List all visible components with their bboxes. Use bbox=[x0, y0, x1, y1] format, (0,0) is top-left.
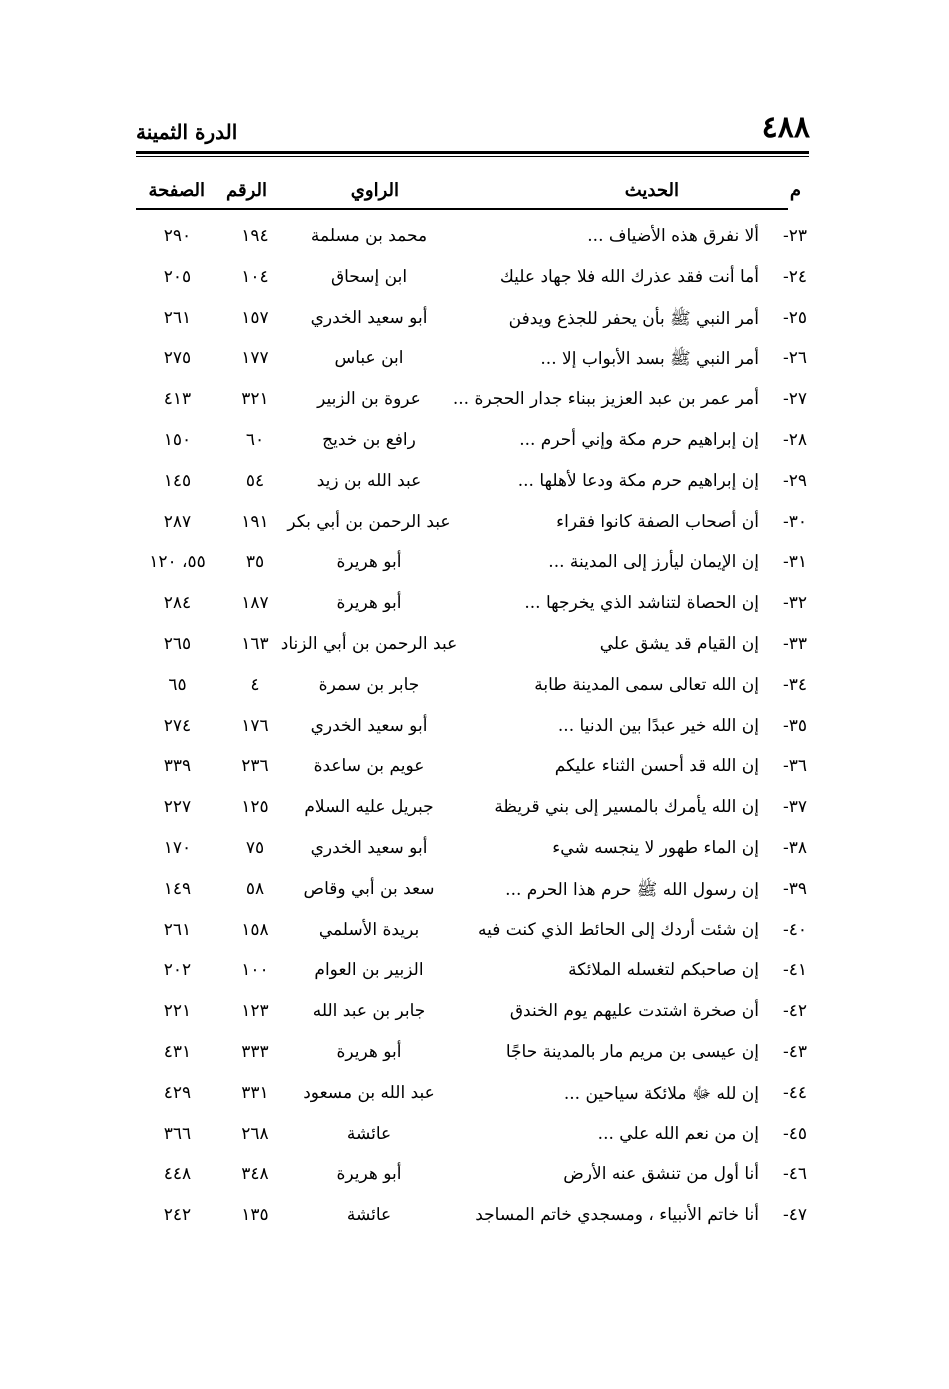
hadith-text: إن الإيمان ليأرز إلى المدينة ... bbox=[548, 552, 759, 573]
narrator-name: أبو سعيد الخدري bbox=[310, 715, 428, 736]
hadith-index: ١٩١ bbox=[241, 511, 269, 532]
page-reference: ١٧٠ bbox=[163, 837, 192, 858]
row-number: ٣٤- bbox=[782, 674, 807, 695]
row-number: ٢٣- bbox=[782, 226, 807, 246]
page-reference: ١٥٠ bbox=[163, 429, 192, 450]
page-reference: ٤٤٨ bbox=[163, 1164, 192, 1185]
table-row bbox=[136, 791, 809, 832]
hadith-text: إن الحصاة لتناشد الذي يخرجها ... bbox=[524, 593, 759, 614]
page-reference: ١٤٥ bbox=[163, 470, 192, 491]
hadith-text: أمر النبي ﷺ بأن يحفر للجذع ويدفن bbox=[508, 308, 759, 329]
row-number: ٣٧- bbox=[782, 797, 807, 818]
narrator-name: سعد بن أبي وقاص bbox=[303, 878, 435, 899]
hadith-index: ٣٤٨ bbox=[241, 1164, 269, 1185]
table-row bbox=[136, 546, 809, 587]
table-row bbox=[136, 342, 809, 383]
hadith-text: إن رسول الله ﷺ حرم هذا الحرم ... bbox=[505, 879, 759, 900]
table-row bbox=[136, 1036, 809, 1077]
hadith-index: ١٢٥ bbox=[241, 797, 269, 818]
page-number: ٤٨٨ bbox=[761, 110, 810, 145]
hadith-text: أما أنت فقد عذرك الله فلا جهاد عليك bbox=[499, 266, 759, 287]
row-number: ٤٠- bbox=[782, 919, 807, 940]
hadith-index: ١٩٤ bbox=[241, 226, 269, 246]
row-number: ٢٥- bbox=[782, 307, 807, 328]
table-row bbox=[136, 914, 809, 955]
narrator-name: أبو هريرة bbox=[336, 1164, 402, 1185]
table-row bbox=[136, 302, 809, 343]
table-header bbox=[136, 180, 809, 210]
row-number: ٤٤- bbox=[782, 1082, 807, 1103]
hadith-index: ٣٣١ bbox=[241, 1082, 269, 1103]
table-row bbox=[136, 995, 809, 1036]
narrator-name: جابر بن عبد الله bbox=[312, 1001, 426, 1022]
hadith-index: ٢٣٦ bbox=[241, 756, 269, 777]
hadith-text: إن الماء طهور لا ينجسه شيء bbox=[552, 837, 759, 858]
hadith-text: أن أصحاب الصفة كانوا فقراء bbox=[556, 511, 759, 532]
hadith-index: ٥٨ bbox=[245, 878, 265, 899]
hadith-text: أمر النبي ﷺ بسد الأبواب إلا ... bbox=[540, 349, 759, 370]
table-row bbox=[136, 1158, 809, 1199]
page-reference: ٢٨٤ bbox=[163, 593, 192, 614]
narrator-name: الزبير بن العوام bbox=[314, 960, 424, 981]
hadith-index: ١٣٥ bbox=[241, 1205, 269, 1226]
hadith-text: إن عيسى بن مريم مار بالمدينة حاجًا bbox=[505, 1041, 759, 1062]
table-row bbox=[136, 220, 809, 261]
narrator-name: عائشة bbox=[346, 1123, 392, 1144]
table-row bbox=[136, 1118, 809, 1159]
narrator-name: عبد الرحمن بن أبي الزناد bbox=[280, 633, 458, 654]
row-number: ٤٥- bbox=[782, 1123, 807, 1144]
page-reference: ٢٨٧ bbox=[163, 511, 192, 532]
hadith-index: ١٥٧ bbox=[241, 307, 269, 328]
narrator-name: أبو سعيد الخدري bbox=[310, 307, 428, 328]
row-number: ٤٧- bbox=[782, 1205, 807, 1226]
hadith-text: إن إبراهيم حرم مكة وإني أحرم ... bbox=[519, 429, 759, 450]
page-reference: ٢٧٤ bbox=[163, 715, 192, 736]
table-row bbox=[136, 587, 809, 628]
narrator-name: جابر بن سمرة bbox=[318, 674, 420, 695]
row-number: ٢٧- bbox=[782, 389, 807, 410]
page-reference: ١٤٩ bbox=[163, 878, 192, 899]
hadith-index: ١٠٤ bbox=[241, 266, 269, 287]
narrator-name: أبو هريرة bbox=[336, 1041, 402, 1062]
hadith-index: ١٠٠ bbox=[241, 960, 269, 981]
hadith-text: إن الله قد أحسن الثناء عليكم bbox=[554, 756, 759, 777]
hadith-index: ٣٢١ bbox=[241, 389, 269, 410]
page-reference: ٣٣٩ bbox=[163, 756, 192, 777]
hadith-text: إن الله تعالى سمى المدينة طابة bbox=[534, 674, 759, 695]
narrator-name: جبريل عليه السلام bbox=[304, 797, 434, 818]
page-reference: ٤١٣ bbox=[163, 389, 192, 410]
hadith-text: إن الله خير عبدًا بين الدنيا ... bbox=[557, 715, 759, 736]
page-reference: ٢٤٢ bbox=[163, 1205, 192, 1226]
page-reference: ٤٢٩ bbox=[163, 1082, 192, 1103]
hadith-index: ٥٤ bbox=[245, 470, 265, 491]
narrator-name: أبو سعيد الخدري bbox=[310, 837, 428, 858]
narrator-name: عويم بن ساعدة bbox=[313, 756, 425, 777]
page-reference: ٢٠٢ bbox=[163, 960, 192, 981]
running-title: الدرة الثمينة bbox=[136, 120, 238, 144]
table-row bbox=[136, 465, 809, 506]
column-header-narrator: الراوي bbox=[350, 180, 399, 201]
row-number: ٣٥- bbox=[782, 715, 807, 736]
table-row bbox=[136, 669, 809, 710]
table-row bbox=[136, 628, 809, 669]
row-number: ٣٣- bbox=[782, 633, 807, 654]
row-number: ٣١- bbox=[782, 552, 807, 573]
hadith-table bbox=[136, 220, 809, 1240]
page-reference: ٢٩٠ bbox=[163, 226, 192, 246]
page-reference: ٢٦٥ bbox=[163, 633, 192, 654]
hadith-index: ٦٠ bbox=[245, 429, 265, 450]
hadith-text: إن صاحبكم لتغسله الملائكة bbox=[568, 960, 759, 981]
narrator-name: ابن عباس bbox=[334, 348, 404, 369]
row-number: ٤١- bbox=[782, 960, 807, 981]
table-row bbox=[136, 1077, 809, 1118]
page-reference: ٢٠٥ bbox=[163, 266, 192, 287]
narrator-name: أبو هريرة bbox=[336, 552, 402, 573]
row-number: ٤٢- bbox=[782, 1001, 807, 1022]
column-header-page: الصفحة bbox=[148, 180, 205, 201]
page-reference: ٢٢١ bbox=[163, 1001, 192, 1022]
hadith-text: إن الله يأمرك بالمسير إلى بني قريظة bbox=[494, 797, 759, 818]
column-header-hadith: الحديث bbox=[624, 180, 679, 201]
hadith-index: ١٦٣ bbox=[241, 633, 269, 654]
table-row bbox=[136, 424, 809, 465]
page-reference: ٢٢٧ bbox=[163, 797, 192, 818]
table-row bbox=[136, 506, 809, 547]
narrator-name: رافع بن خديج bbox=[322, 429, 416, 450]
row-number: ٢٩- bbox=[782, 470, 807, 491]
narrator-name: عروة بن الزبير bbox=[317, 389, 421, 410]
page-reference: ٦٥ bbox=[168, 674, 187, 695]
hadith-text: إن لله ﷻ ملائكة سياحين ... bbox=[563, 1083, 759, 1104]
table-row bbox=[136, 954, 809, 995]
narrator-name: عبد الله بن مسعود bbox=[303, 1082, 435, 1103]
hadith-index: ٢٦٨ bbox=[241, 1123, 269, 1144]
hadith-text: أنا أول من تنشق عنه الأرض bbox=[563, 1164, 759, 1185]
row-number: ٣٦- bbox=[782, 756, 807, 777]
row-number: ٢٨- bbox=[782, 429, 807, 450]
table-row bbox=[136, 832, 809, 873]
hadith-index: ١٧٦ bbox=[241, 715, 269, 736]
column-header-number: الرقم bbox=[225, 180, 267, 201]
row-number: ٣٩- bbox=[782, 878, 807, 899]
narrator-name: عبد الله بن زيد bbox=[316, 470, 422, 491]
page-reference: ٢٧٥ bbox=[163, 348, 192, 369]
narrator-name: عبد الرحمن بن أبي بكر bbox=[287, 511, 451, 532]
row-number: ٤٣- bbox=[782, 1041, 807, 1062]
narrator-name: ابن إسحاق bbox=[330, 266, 408, 287]
hadith-index: ٣٥ bbox=[245, 552, 265, 573]
table-header-underline bbox=[136, 208, 788, 210]
hadith-text: أمر عمر بن عبد العزيز ببناء جدار الحجرة ... bbox=[452, 389, 759, 410]
column-header-num: م bbox=[789, 180, 801, 201]
page-reference: ٥٥، ١٢٠ bbox=[149, 552, 206, 573]
table-row bbox=[136, 1199, 809, 1240]
hadith-index: ٧٥ bbox=[245, 837, 265, 858]
page-reference: ٢٦١ bbox=[163, 919, 192, 940]
row-number: ٣٢- bbox=[782, 593, 807, 614]
table-row bbox=[136, 261, 809, 302]
hadith-text: إن من نعم الله علي ... bbox=[597, 1123, 759, 1144]
row-number: ٣٨- bbox=[782, 837, 807, 858]
hadith-index: ٤ bbox=[250, 674, 260, 695]
table-row bbox=[136, 383, 809, 424]
table-row bbox=[136, 710, 809, 751]
table-row bbox=[136, 750, 809, 791]
table-row bbox=[136, 873, 809, 914]
narrator-name: محمد بن مسلمة bbox=[310, 226, 428, 246]
row-number: ٣٠- bbox=[782, 511, 807, 532]
page-reference: ٢٦١ bbox=[163, 307, 192, 328]
narrator-name: عائشة bbox=[346, 1205, 392, 1226]
page-reference: ٣٦٦ bbox=[163, 1123, 192, 1144]
hadith-index: ١٨٧ bbox=[241, 593, 269, 614]
page-reference: ٤٣١ bbox=[163, 1041, 192, 1062]
header-rule bbox=[136, 151, 809, 154]
narrator-name: أبو هريرة bbox=[336, 593, 402, 614]
hadith-text: ألا نفرق هذه الأضياف ... bbox=[587, 226, 759, 246]
hadith-text: أن صخرة اشتدت عليهم يوم الخندق bbox=[509, 1001, 759, 1022]
row-number: ٢٤- bbox=[782, 266, 807, 287]
hadith-text: إن القيام قد يشق علي bbox=[599, 633, 759, 654]
hadith-index: ١٧٧ bbox=[241, 348, 269, 369]
hadith-index: ١٥٨ bbox=[241, 919, 269, 940]
hadith-text: أنا خاتم الأنبياء ، ومسجدي خاتم المساجد bbox=[475, 1205, 759, 1226]
row-number: ٢٦- bbox=[782, 348, 807, 369]
hadith-index: ٣٣٣ bbox=[241, 1041, 269, 1062]
hadith-text: إن إبراهيم حرم مكة ودعا لأهلها ... bbox=[517, 470, 759, 491]
row-number: ٤٦- bbox=[782, 1164, 807, 1185]
narrator-name: بريدة الأسلمي bbox=[318, 919, 420, 940]
hadith-index: ١٢٣ bbox=[241, 1001, 269, 1022]
hadith-text: إن شئت أردك إلى الحائط الذي كنت فيه bbox=[477, 919, 759, 940]
header-rule-thin bbox=[136, 156, 809, 157]
